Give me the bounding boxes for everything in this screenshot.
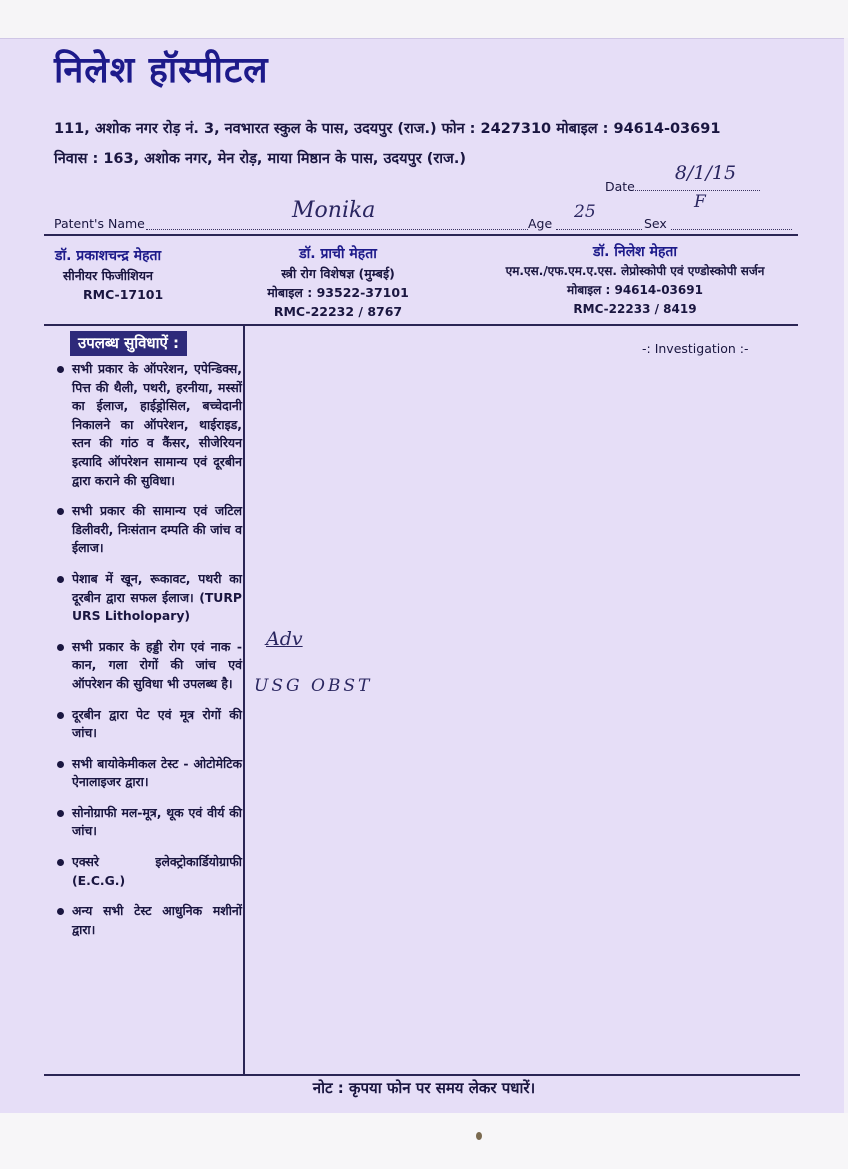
- investigation-heading: -: Investigation :-: [642, 341, 749, 356]
- stain-mark: [476, 1132, 482, 1140]
- bullet-icon: [57, 366, 64, 373]
- sex-label: Sex: [644, 216, 667, 231]
- bullet-icon: [57, 712, 64, 719]
- bullet-icon: [57, 761, 64, 768]
- date-label: Date: [605, 179, 635, 194]
- facilities-title: उपलब्ध सुविधाऐं :: [70, 331, 187, 356]
- patient-name-label: Patent's Name: [54, 216, 145, 231]
- list-item: एक्सरे इलेक्ट्रोकार्डियोग्राफी (E.C.G.): [56, 853, 242, 890]
- bullet-icon: [57, 508, 64, 515]
- date-field[interactable]: [605, 162, 760, 194]
- doctor-designation: एम.एस./एफ.एम.ए.एस. लेप्रोस्कोपी एवं एण्डोस्कोपी सर्जन: [505, 264, 765, 278]
- footer-note: नोट : कृपया फोन पर समय लेकर पधारें।: [312, 1079, 536, 1097]
- footer-divider: [44, 1074, 800, 1076]
- patient-name-value: Monika: [292, 198, 376, 223]
- age-field[interactable]: [556, 229, 642, 230]
- doctor-card-3: [470, 243, 800, 319]
- bullet-icon: [57, 810, 64, 817]
- patient-info-row: [54, 192, 792, 232]
- hospital-residence-address: निवास : 163, अशोक नगर, मेन रोड़, माया मिष्ठान के पास, उदयपुर (राज.): [54, 151, 466, 167]
- bullet-icon: [57, 644, 64, 651]
- sidebar-divider: [243, 326, 245, 1076]
- patient-name-field[interactable]: [146, 229, 528, 230]
- bullet-icon: [57, 908, 64, 915]
- header-divider: [44, 234, 798, 236]
- handwritten-advice: Adv: [266, 628, 303, 650]
- list-item: पेशाब में खून, रूकावट, पथरी का दूरबीन द्वारा सफल ईलाज। (TURP URS Litholopary): [56, 570, 242, 626]
- doctor-name: डॉ. प्रकाशचन्द्र मेहता: [55, 248, 162, 264]
- hospital-address: 111, अशोक नगर रोड़ नं. 3, नवभारत स्कुल के पास, उदयपुर (राज.) फोन : 2427310 मोबाइल : 94614-03691: [54, 121, 721, 137]
- page-bottom-margin: [0, 1113, 848, 1169]
- list-item: सभी प्रकार की सामान्य एवं जटिल डिलीवरी, निःसंतान दम्पति की जांच व ईलाज।: [56, 502, 242, 558]
- age-value: 25: [574, 202, 596, 222]
- bullet-icon: [57, 576, 64, 583]
- facilities-list: [56, 360, 242, 951]
- doctor-rmc: RMC-17101: [83, 287, 164, 302]
- date-value: 8/1/15: [674, 162, 737, 184]
- page-top-margin: [0, 0, 848, 38]
- doctor-name: डॉ. निलेश मेहता: [592, 244, 677, 260]
- list-item: अन्य सभी टेस्ट आधुनिक मशीनों द्वारा।: [56, 902, 242, 939]
- list-item: सभी बायोकेमीकल टेस्ट - ओटोमेटिक ऐनालाइजर द्वारा।: [56, 755, 242, 792]
- list-item: सोनोग्राफी मल-मूत्र, थूक एवं वीर्य की जांच।: [56, 804, 242, 841]
- list-item: सभी प्रकार के ऑपरेशन, एपेन्डिक्स, पित्त की थैली, पथरी, हरनीया, मस्सों का ईलाज, हाईड्रोसिल, बच्चेदानी निकालने का ऑपरेशन, थाईराइड, स्तन की गांठ व कैंसर, सीजेरियन इत्यादि ऑपरेशन सामान्य एवं दूरबीन द्वारा कराने की सुविधा।: [56, 360, 242, 490]
- bullet-icon: [57, 859, 64, 866]
- doctor-card-1: [55, 247, 255, 304]
- doctor-rmc: RMC-22232 / 8767: [273, 304, 403, 319]
- date-dotted-line: [635, 162, 760, 191]
- doctor-mobile: मोबाइल : 93522-37101: [267, 285, 409, 300]
- list-item: दूरबीन द्वारा पेट एवं मूत्र रोगों की जांच।: [56, 706, 242, 743]
- handwritten-investigation: USG OBST: [254, 676, 373, 696]
- doctor-mobile: मोबाइल : 94614-03691: [567, 283, 703, 297]
- doctors-divider: [44, 324, 798, 326]
- age-label: Age: [528, 216, 553, 231]
- doctor-designation: सीनीयर फिजीशियन: [63, 268, 153, 283]
- doctor-name: डॉ. प्राची मेहता: [299, 246, 377, 262]
- doctor-rmc: RMC-22233 / 8419: [573, 302, 697, 316]
- list-item: सभी प्रकार के हड्डी रोग एवं नाक - कान, गला रोगों की जांच एवं ऑपरेशन की सुविधा भी उपलब्ध है।: [56, 638, 242, 694]
- sex-value: F: [694, 192, 706, 212]
- hospital-name: निलेश हॉस्पीटल: [54, 50, 269, 91]
- doctor-card-2: [248, 245, 428, 321]
- doctor-designation: स्त्री रोग विशेषज्ञ (मुम्बई): [281, 266, 395, 281]
- sex-field[interactable]: [671, 229, 792, 230]
